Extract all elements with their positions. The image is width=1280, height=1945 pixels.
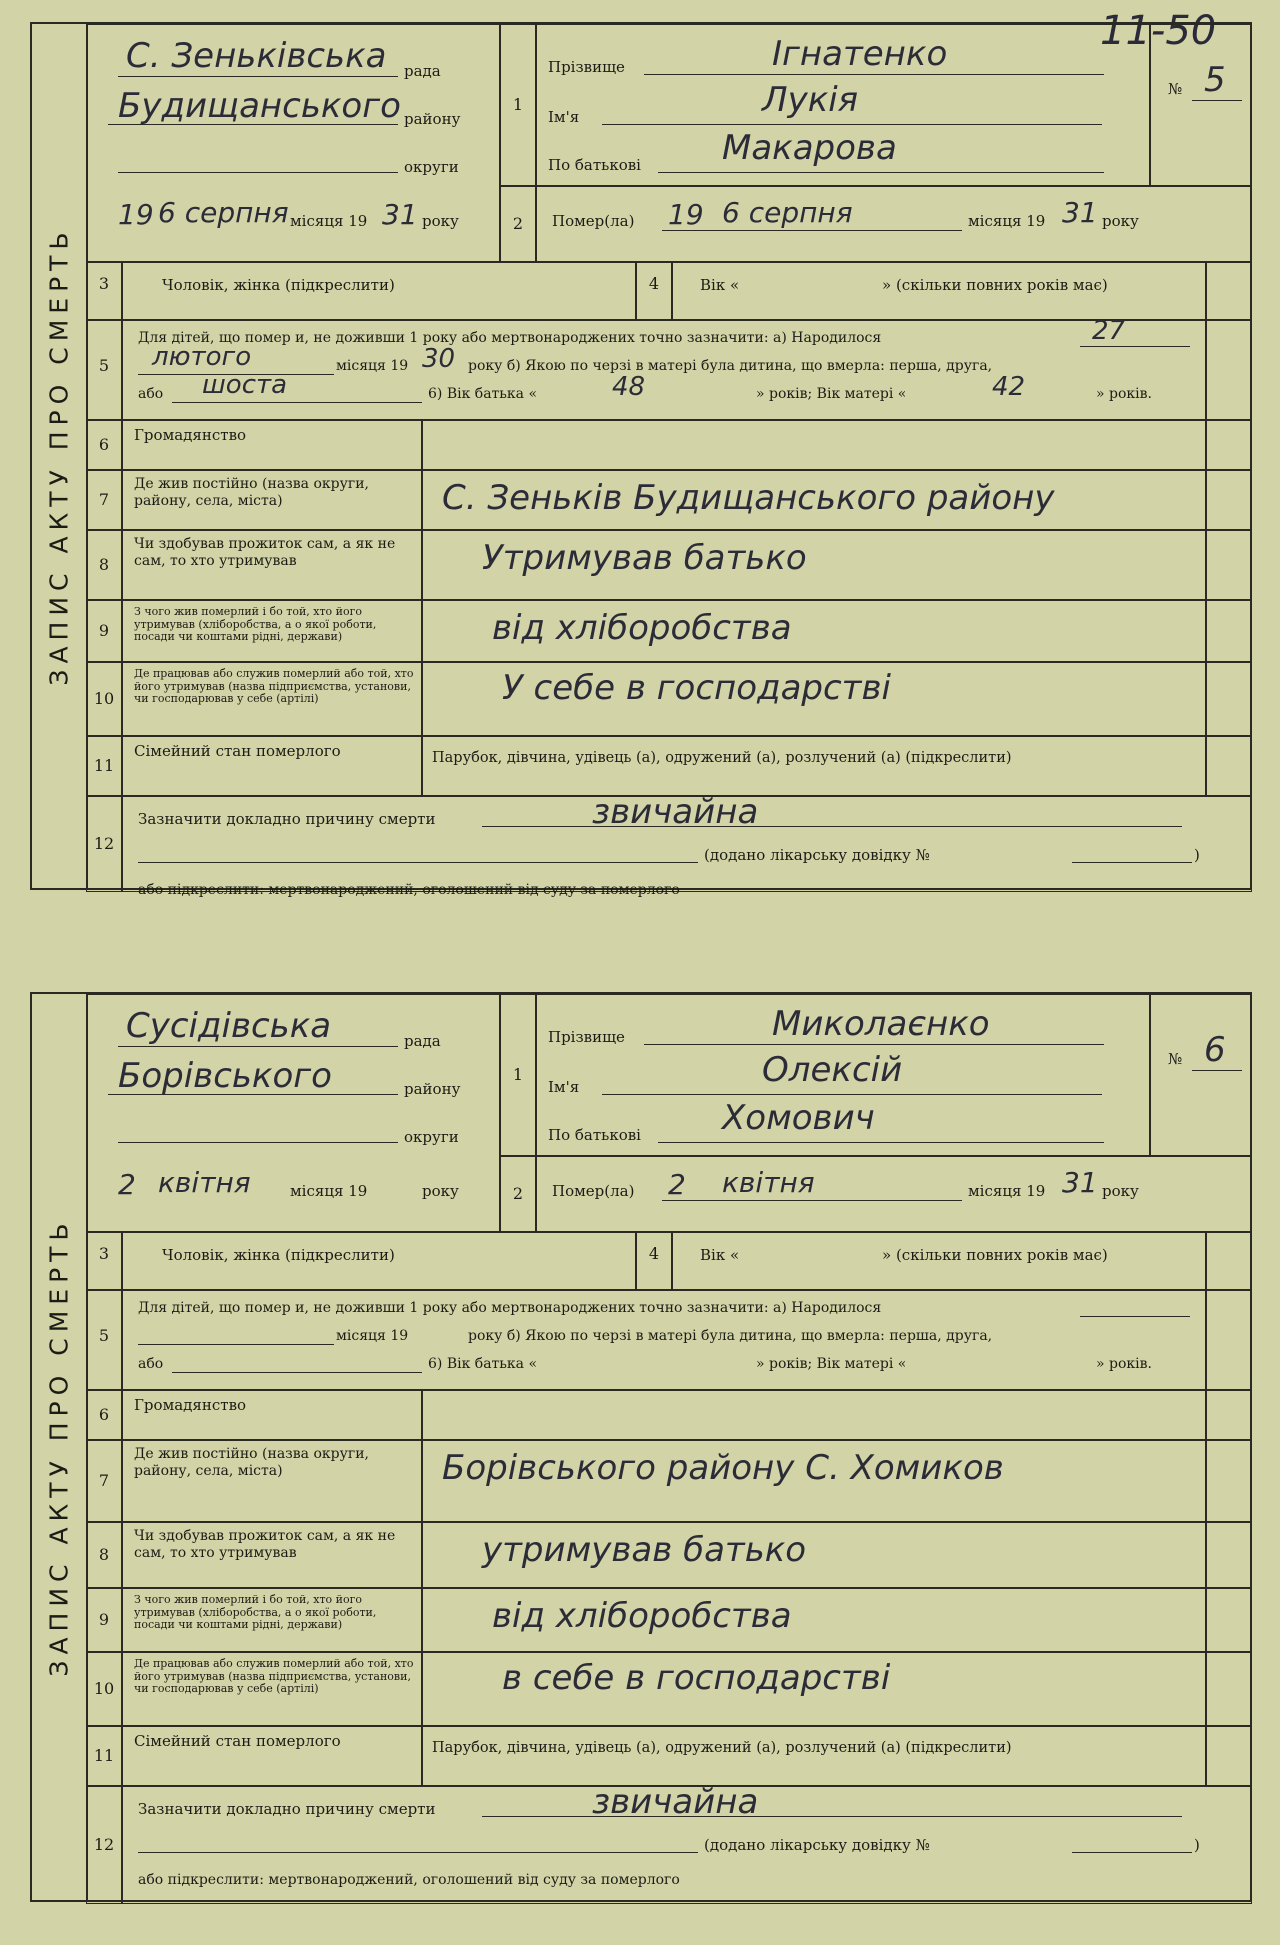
row-number-8: 8	[98, 555, 110, 574]
workplace-handwriting: У себе в господарстві	[502, 668, 891, 708]
infant-line1: Для дітей, що помер и, не доживши 1 року або мертвонароджених точно зазначити: а) Народилося	[138, 1300, 882, 1316]
income-source-label: З чого жив померлий і бо той, хто його утримував (хліборобства, а о якої роботи, посади чи коштами рідні, держави)	[134, 1593, 377, 1632]
rada-line	[118, 76, 398, 77]
born-day-line	[1080, 1316, 1190, 1317]
date-day-handwriting: 19	[118, 198, 154, 231]
death-record-2	[30, 992, 1252, 1902]
cause-handwriting: звичайна	[592, 1782, 759, 1822]
death-record-1	[30, 22, 1252, 898]
livelihood-side-cell	[1206, 530, 1252, 600]
citizenship-value-cell	[422, 420, 1206, 470]
patronymic-line	[658, 1142, 1104, 1143]
father-age-label: 6) Вік батька «	[428, 1356, 538, 1372]
row-number-4: 4	[648, 274, 660, 293]
age-label: Вік «	[700, 1246, 740, 1264]
year-label: року	[422, 212, 459, 230]
row-number-2: 2	[512, 1184, 524, 1203]
row-number-6: 6	[98, 1405, 110, 1424]
income-source-label: З чого жив померлий і бо той, хто його утримував (хліборобства, а о якої роботи, посади чи коштами рідні, держави)	[134, 605, 377, 644]
residence-label: Де жив постійно (назва округи, району, села, міста)	[134, 1446, 369, 1479]
death-date-line	[662, 230, 962, 231]
surname-label: Прізвище	[548, 58, 625, 76]
infant-line2: року б) Якою по черзі в матері була дитина, що вмерла: перша, друга,	[468, 1328, 993, 1344]
date-month-handwriting: 6 серпня	[158, 196, 289, 229]
medical-note-close: )	[1194, 846, 1200, 864]
patronymic-label: По батькові	[548, 1126, 641, 1144]
born-year-handwriting: 30	[422, 344, 456, 374]
row-number-9: 9	[98, 621, 110, 640]
cause-handwriting: звичайна	[592, 792, 759, 832]
medical-note-close: )	[1194, 1836, 1200, 1854]
surname-handwriting: Ігнатенко	[772, 34, 948, 74]
infant-or-label: або	[138, 1356, 164, 1372]
infant-month-label: місяця 19	[336, 358, 409, 374]
death-year-label: року	[1102, 1182, 1139, 1200]
citizenship-label: Громадянство	[134, 426, 247, 444]
rayon-label: району	[404, 1080, 461, 1098]
death-month-label: місяця 19	[968, 1182, 1046, 1200]
row-number-5: 5	[98, 1326, 110, 1345]
row-number-4: 4	[648, 1244, 660, 1263]
infant-line1: Для дітей, що помер и, не доживши 1 року або мертвонароджених точно зазначити: а) Народилося	[138, 330, 882, 346]
patronymic-label: По батькові	[548, 156, 641, 174]
rada-handwriting: Сусідівська	[126, 1006, 332, 1046]
workplace-side-cell	[1206, 1652, 1252, 1726]
death-year-handwriting: 31	[1062, 196, 1098, 229]
row-number-11: 11	[93, 1746, 115, 1765]
infant-years-label: » років.	[1096, 386, 1152, 402]
age-tail-label: » (скільки повних років має)	[882, 276, 1108, 294]
side-label: ЗАПИС АКТУ ПРО СМЕРТЬ	[32, 994, 88, 1900]
row-number-2: 2	[512, 214, 524, 233]
number-cell	[1150, 24, 1252, 186]
infant-years-label: » років.	[1096, 1356, 1152, 1372]
surname-label: Прізвище	[548, 1028, 625, 1046]
patronymic-handwriting: Хомович	[722, 1098, 875, 1138]
born-day-line	[1080, 346, 1190, 347]
medical-note-label: (додано лікарську довідку №	[704, 846, 930, 864]
age-label: Вік «	[700, 276, 740, 294]
surname-line	[644, 74, 1104, 75]
medical-note-label: (додано лікарську довідку №	[704, 1836, 930, 1854]
margin-note: 11-50	[1100, 8, 1217, 54]
income-handwriting: від хліборобства	[492, 608, 792, 648]
death-year-label: року	[1102, 212, 1139, 230]
row-number-9: 9	[98, 1610, 110, 1629]
livelihood-handwriting: Утримував батько	[482, 538, 807, 578]
infant-line2: року б) Якою по черзі в матері була дитина, що вмерла: перша, друга,	[468, 358, 993, 374]
month-year-label: місяця 19	[290, 1182, 368, 1200]
name-label: Ім'я	[548, 108, 580, 126]
date-month-handwriting: квітня	[158, 1166, 251, 1199]
name-handwriting: Олексій	[762, 1050, 903, 1090]
rada-label: рада	[404, 1032, 441, 1050]
rada-line	[118, 1046, 398, 1047]
row-number-7: 7	[98, 1471, 110, 1490]
livelihood-handwriting: утримував батько	[482, 1530, 807, 1570]
residence-side-cell	[1206, 1440, 1252, 1522]
mother-age-handwriting: 42	[992, 372, 1026, 402]
row-number-3: 3	[98, 274, 110, 293]
cause-line-2	[138, 1852, 698, 1853]
number-cell	[1150, 994, 1252, 1156]
marital-status-options: Парубок, дівчина, удівець (а), одружений (а), розлучений (а) (підкреслити)	[432, 1740, 1012, 1756]
name-handwriting: Лукія	[762, 80, 859, 120]
cause-line-2	[138, 862, 698, 863]
row-number-10: 10	[93, 689, 115, 708]
death-month-handwriting: 6 серпня	[722, 196, 853, 229]
mother-age-label: » років; Вік матері «	[756, 386, 907, 402]
surname-handwriting: Миколаєнко	[772, 1004, 990, 1044]
death-year-handwriting: 31	[1062, 1166, 1098, 1199]
cause-line	[482, 826, 1182, 827]
citizenship-value-cell	[422, 1390, 1206, 1440]
citizenship-side-cell	[1206, 420, 1252, 470]
age-side-cell	[1206, 262, 1252, 320]
marital-status-options: Парубок, дівчина, удівець (а), одружений (а), розлучений (а) (підкреслити)	[432, 750, 1012, 766]
livelihood-label: Чи здобував прожиток сам, а як не сам, то хто утримував	[134, 536, 396, 569]
number-handwriting: 5	[1204, 60, 1226, 100]
residence-label: Де жив постійно (назва округи, району, села, міста)	[134, 476, 369, 509]
infant-side-cell	[1206, 320, 1252, 420]
death-date-cell	[536, 186, 1252, 262]
surname-line	[644, 1044, 1104, 1045]
marital-status-side-cell	[1206, 1726, 1252, 1786]
row-number-11: 11	[93, 756, 115, 775]
age-side-cell	[1206, 1232, 1252, 1290]
marital-status-side-cell	[1206, 736, 1252, 796]
row-number-10: 10	[93, 1679, 115, 1698]
death-day-handwriting: 2	[668, 1168, 686, 1201]
cause-label: Зазначити докладно причину смерти	[138, 810, 436, 828]
okruhy-label: округи	[404, 158, 459, 176]
okruhy-line	[118, 172, 398, 173]
number-handwriting: 6	[1204, 1030, 1226, 1070]
patronymic-handwriting: Макарова	[722, 128, 897, 168]
medical-note-line	[1072, 862, 1192, 863]
row-number-12: 12	[93, 1835, 115, 1854]
citizenship-label: Громадянство	[134, 1396, 247, 1414]
income-source-side-cell	[1206, 1588, 1252, 1652]
residence-handwriting: С. Зеньків Будищанського району	[442, 478, 1055, 518]
order-handwriting: шоста	[202, 370, 288, 400]
residence-handwriting: Борівського району С. Хомиков	[442, 1448, 1004, 1488]
income-handwriting: від хліборобства	[492, 1596, 792, 1636]
number-label: №	[1168, 80, 1183, 98]
residence-side-cell	[1206, 470, 1252, 530]
row-number-12: 12	[93, 834, 115, 853]
marital-status-label: Сімейний стан померлого	[134, 1732, 341, 1750]
date-day-handwriting: 2	[118, 1168, 136, 1201]
workplace-label: Де працював або служив померлий або той, хто його утримував (назва підприємства, установи, чи господарював у себе (артілі)	[134, 1657, 414, 1696]
number-line	[1192, 100, 1242, 101]
row-number-1: 1	[512, 1065, 524, 1084]
citizenship-side-cell	[1206, 1390, 1252, 1440]
order-line	[172, 1372, 422, 1373]
infant-or-label: або	[138, 386, 164, 402]
livelihood-label: Чи здобував прожиток сам, а як не сам, то хто утримував	[134, 1528, 396, 1561]
infant-side-cell	[1206, 1290, 1252, 1390]
okruhy-line	[118, 1142, 398, 1143]
rayon-handwriting: Борівського	[118, 1056, 332, 1096]
death-date-line	[662, 1200, 962, 1201]
workplace-handwriting: в себе в господарстві	[502, 1658, 891, 1698]
patronymic-line	[658, 172, 1104, 173]
infant-month-label: місяця 19	[336, 1328, 409, 1344]
row-number-8: 8	[98, 1545, 110, 1564]
income-source-side-cell	[1206, 600, 1252, 662]
order-line	[172, 402, 422, 403]
number-line	[1192, 1070, 1242, 1071]
father-age-handwriting: 48	[612, 372, 646, 402]
death-day-handwriting: 19	[668, 198, 704, 231]
mother-age-label: » років; Вік матері «	[756, 1356, 907, 1372]
rayon-label: району	[404, 110, 461, 128]
side-label: ЗАПИС АКТУ ПРО СМЕРТЬ	[32, 24, 88, 888]
rayon-handwriting: Будищанського	[118, 86, 401, 126]
name-line	[602, 1094, 1102, 1095]
number-label: №	[1168, 1050, 1183, 1068]
row-number-3: 3	[98, 1244, 110, 1263]
cause-line	[482, 1816, 1182, 1817]
born-month-handwriting: лютого	[152, 342, 252, 372]
died-label: Помер(ла)	[552, 212, 635, 230]
gender-label: Чоловік, жінка (підкреслити)	[162, 276, 395, 294]
rada-label: рада	[404, 62, 441, 80]
workplace-label: Де працював або служив померлий або той, хто його утримував (назва підприємства, установи, чи господарював у себе (артілі)	[134, 667, 414, 706]
death-month-handwriting: квітня	[722, 1166, 815, 1199]
age-tail-label: » (скільки повних років має)	[882, 1246, 1108, 1264]
death-month-label: місяця 19	[968, 212, 1046, 230]
death-date-cell	[536, 1156, 1252, 1232]
stillborn-note: або підкреслити: мертвонароджений, оголошений від суду за померлого	[138, 1872, 680, 1888]
row-number-5: 5	[98, 356, 110, 375]
gender-label: Чоловік, жінка (підкреслити)	[162, 1246, 395, 1264]
name-line	[602, 124, 1102, 125]
medical-note-line	[1072, 1852, 1192, 1853]
year-label: року	[422, 1182, 459, 1200]
born-month-line	[138, 1344, 334, 1345]
workplace-side-cell	[1206, 662, 1252, 736]
okruhy-label: округи	[404, 1128, 459, 1146]
stillborn-note: або підкреслити: мертвонароджений, оголошений від суду за померлого	[138, 882, 680, 898]
rada-handwriting: С. Зеньківська	[126, 36, 387, 76]
month-year-label: місяця 19	[290, 212, 368, 230]
died-label: Помер(ла)	[552, 1182, 635, 1200]
row-number-6: 6	[98, 435, 110, 454]
year-suffix-handwriting: 31	[382, 198, 418, 231]
livelihood-side-cell	[1206, 1522, 1252, 1588]
cause-label: Зазначити докладно причину смерти	[138, 1800, 436, 1818]
row-number-1: 1	[512, 95, 524, 114]
name-label: Ім'я	[548, 1078, 580, 1096]
row-number-7: 7	[98, 490, 110, 509]
born-day-handwriting: 27	[1092, 316, 1126, 346]
marital-status-label: Сімейний стан померлого	[134, 742, 341, 760]
father-age-label: 6) Вік батька «	[428, 386, 538, 402]
